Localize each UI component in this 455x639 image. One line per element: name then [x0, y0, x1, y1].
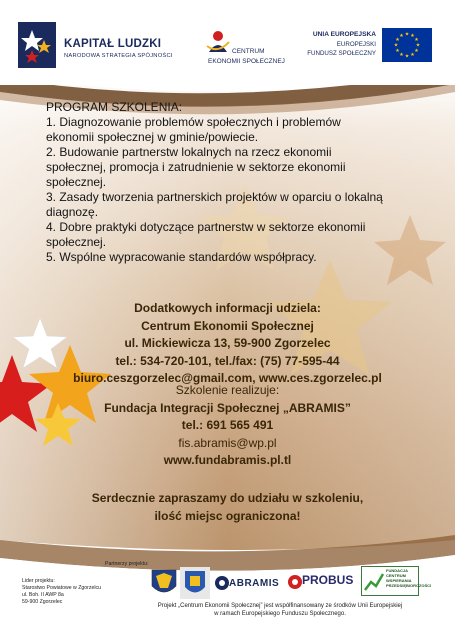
program-line: diagnozę.: [46, 205, 99, 219]
leader-street: ul. Boh. II AWP 8a: [22, 592, 64, 598]
kapital-ludzki-title: KAPITAŁ LUDZKI: [64, 38, 162, 50]
realizer-phone: tel.: 691 565 491: [181, 418, 274, 432]
contact-info: [0, 300, 455, 388]
program-line: 3. Zasady tworzenia partnerskich projektów w oparciu o lokalną: [46, 190, 383, 204]
leader-label: Lider projektu:: [22, 578, 55, 584]
program-heading: PROGRAM SZKOLENIA:: [46, 100, 183, 114]
program-line: społecznej.: [46, 175, 107, 189]
program-line: ekonomii społecznej w gminie/powiecie.: [46, 130, 259, 144]
svg-text:★: ★: [393, 42, 399, 49]
realizer-website: www.fundabramis.pl.tl: [163, 453, 292, 467]
invitation-line: ilość miejsc ograniczona!: [154, 508, 301, 523]
funding-note-line: w ramach Europejskiego Funduszu Społecznego.: [214, 611, 346, 617]
contact-organization: Centrum Ekonomii Społecznej: [141, 318, 314, 333]
svg-text:★: ★: [399, 52, 404, 58]
svg-text:★: ★: [395, 37, 400, 43]
kapital-ludzki-subtitle: NARODOWA STRATEGIA SPÓJNOŚCI: [64, 53, 173, 59]
contact-phone: tel.: 534-720-101, tel./fax: (75) 77-595-44: [115, 353, 340, 368]
abramis-logo-text: ABRAMIS: [229, 578, 280, 589]
realizer-email: fis.abramis@wp.pl: [178, 435, 277, 450]
svg-text:★: ★: [414, 37, 419, 43]
eu-label-line2: EUROPEJSKI: [336, 41, 376, 48]
svg-text:★: ★: [415, 42, 421, 49]
program-line: społecznej.: [46, 235, 107, 249]
ces-name-line1: CENTRUM: [232, 48, 265, 55]
invitation: [0, 490, 455, 525]
svg-text:★: ★: [410, 52, 415, 58]
contact-heading: Dodatkowych informacji udziela:: [134, 301, 321, 315]
program-line: 2. Budowanie partnerstw lokalnych na rzecz ekonomii: [46, 145, 332, 159]
county-crest-icon: [150, 568, 178, 598]
funding-note: [120, 602, 440, 618]
realizer-organization: Fundacja Integracji Społecznej „ABRAMIS”: [104, 400, 351, 415]
ces-name-line2: EKONOMII SPOŁECZNEJ: [208, 58, 285, 65]
svg-text:★: ★: [404, 31, 410, 38]
eu-label-line1: UNIA EUROPEJSKA: [312, 31, 376, 38]
svg-text:★: ★: [414, 48, 419, 54]
contact-address: ul. Mickiewicza 13, 59-900 Zgorzelec: [124, 336, 331, 350]
project-leader: [22, 578, 101, 606]
leader-name: Starostwo Powiatowe w Zgorzelcu: [22, 585, 101, 591]
program-line: społecznej, promocja i zatrudnienie w sektorze ekonomii: [46, 160, 346, 174]
program-line: 4. Dobre praktyki dotyczące partnerstw w sektorze ekonomii: [46, 220, 366, 234]
svg-text:★: ★: [399, 33, 404, 39]
funding-note-line: Projekt „Centrum Ekonomii Społecznej” jest współfinansowany ze środków Unii Europejskiej: [157, 603, 403, 609]
svg-text:★: ★: [410, 33, 415, 39]
program-line: 5. Wspólne wypracowanie standardów współpracy.: [46, 250, 317, 264]
fcep-logo-text: FUNDACJA CENTRUM WSPIERANIA PRZEDSIĘBIORCZOŚCI: [386, 568, 432, 588]
program-line: 1. Diagnozowanie problemów społecznych i problemów: [46, 115, 341, 129]
leader-city: 59-900 Zgorzelec: [22, 599, 63, 605]
training-program: [46, 100, 386, 265]
svg-text:★: ★: [395, 48, 400, 54]
realizer-heading: Szkolenie realizuje:: [175, 383, 280, 397]
city-crest-icon: [180, 567, 210, 599]
eu-label-line3: FUNDUSZ SPOŁECZNY: [307, 50, 376, 57]
realizer-info: [0, 382, 455, 470]
contact-email-web: biuro.ceszgorzelec@gmail.com, www.ces.zgorzelec.pl: [73, 371, 382, 385]
invitation-line: Serdecznie zapraszamy do udziału w szkoleniu,: [91, 491, 364, 505]
probus-logo-text: PROBUS: [302, 573, 354, 587]
partners-label: Partnerzy projektu:: [105, 561, 149, 567]
svg-text:★: ★: [404, 53, 410, 60]
